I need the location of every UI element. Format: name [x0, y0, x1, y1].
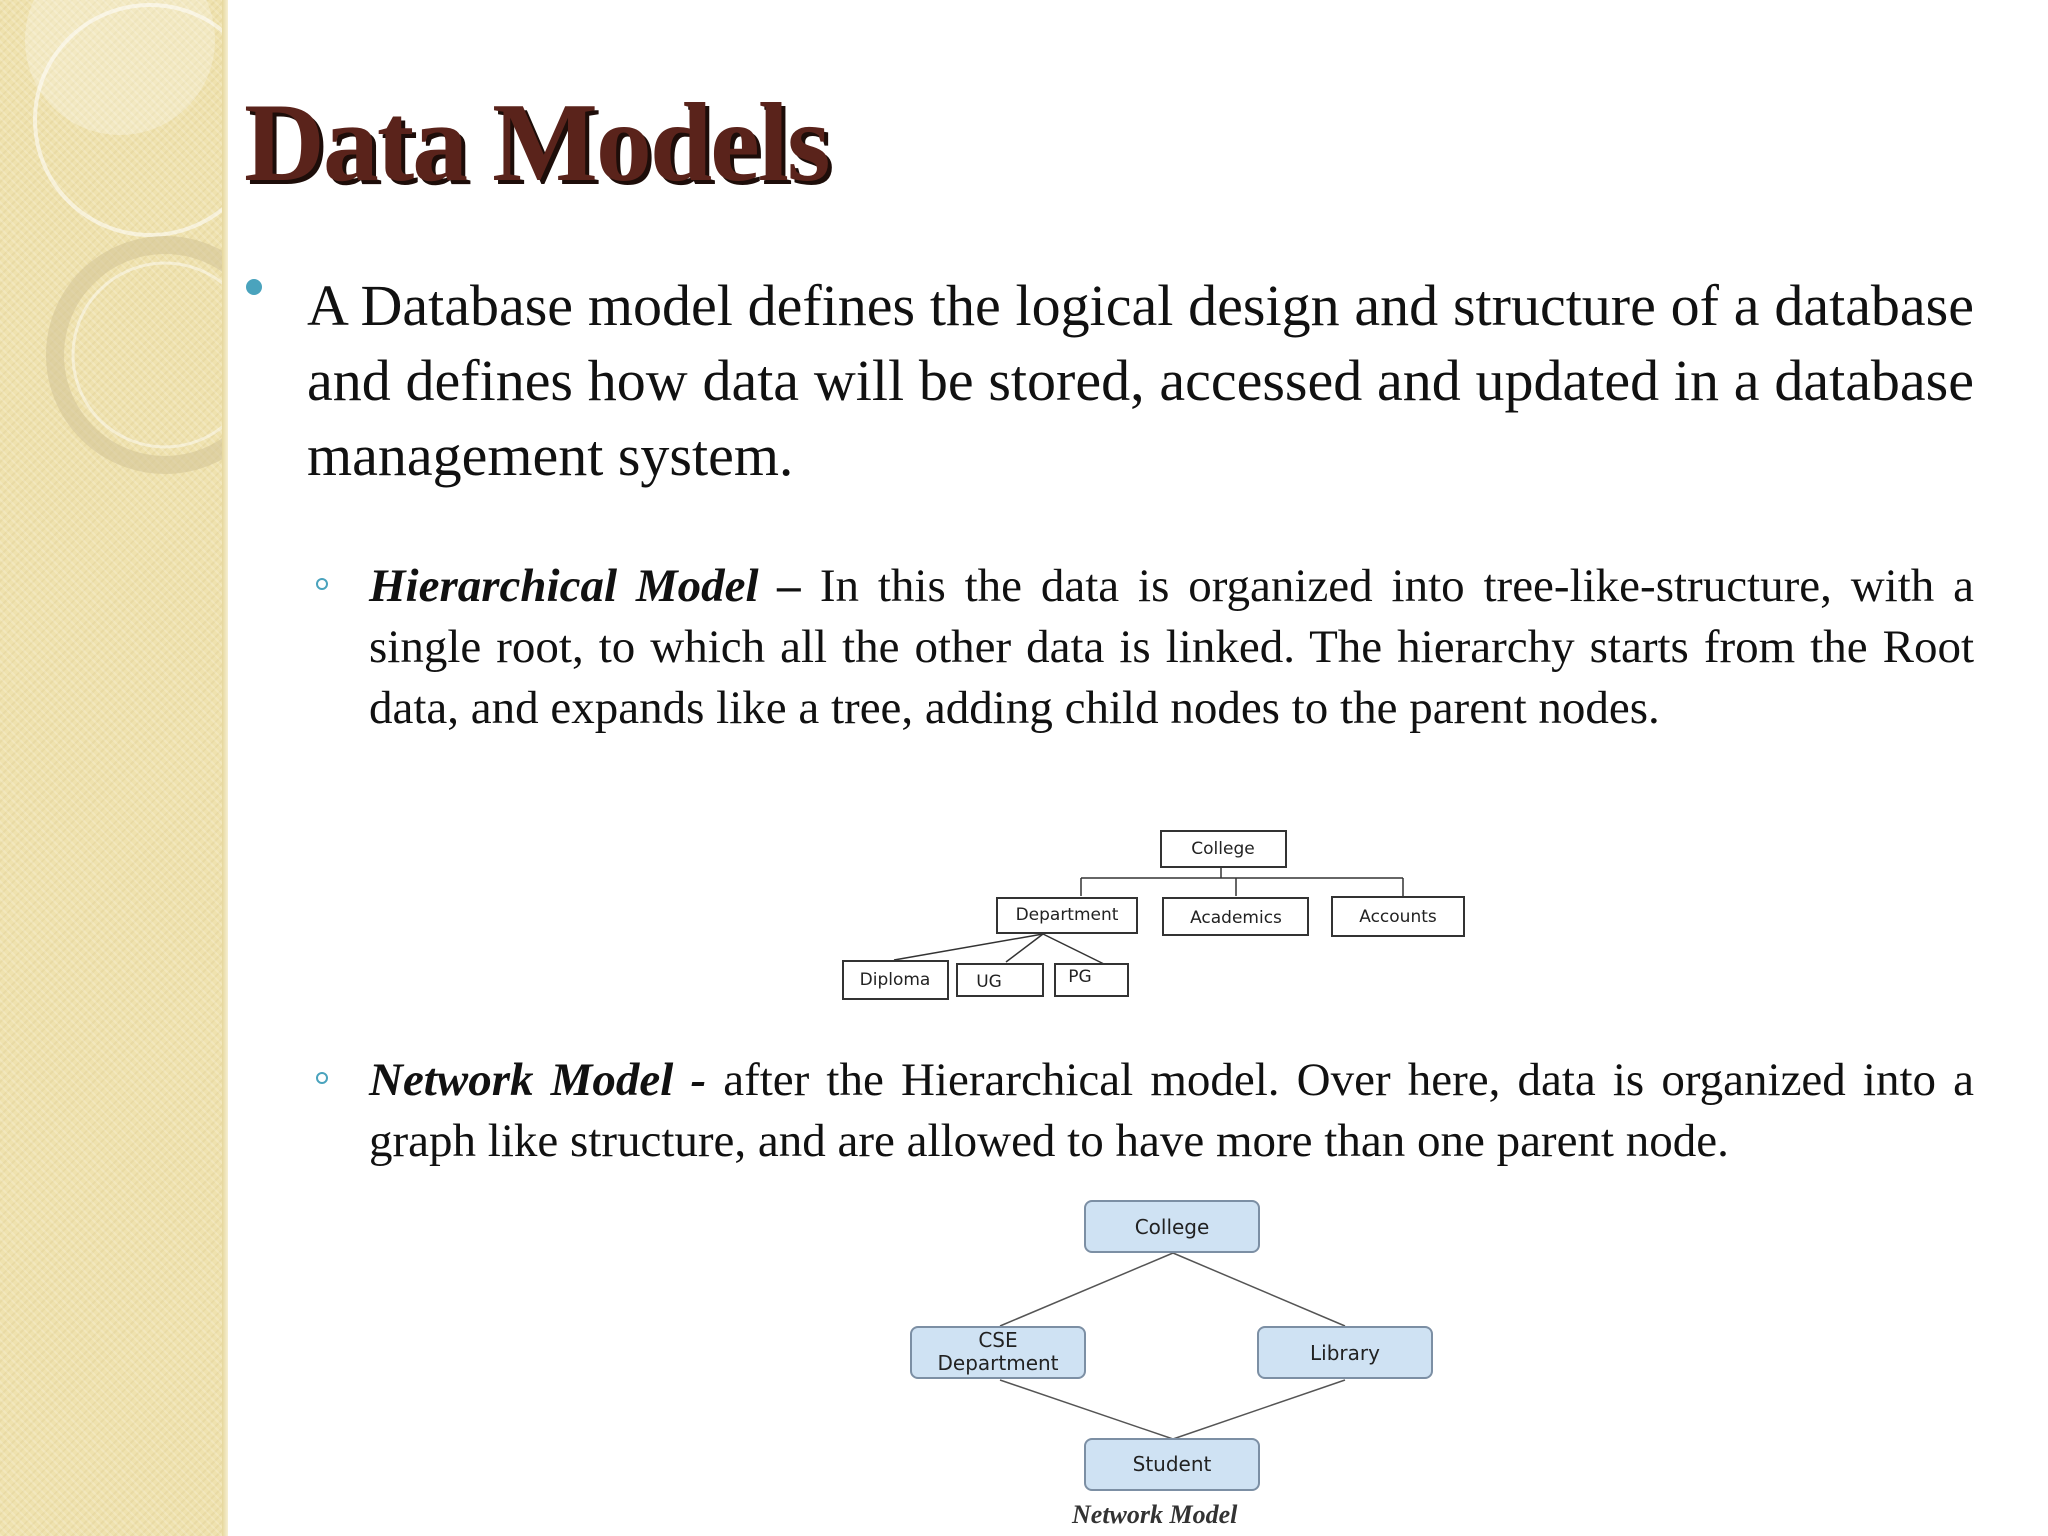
- hierarchical-text: In this the data is organized into tree-like-structure, with a single root, to which all the other data is linked. The hierarchy starts from the Root data, and expands like a tree, adding child nodes to the parent nodes.: [369, 560, 1975, 734]
- connector: [894, 934, 1043, 960]
- node-student-label: Student: [1132, 1452, 1212, 1476]
- network-text: after the Hierarchical model. Over here, data is organized into a graph like structure, and are allowed to have more than one parent node.: [369, 1054, 1975, 1167]
- node-college-label: College: [1134, 1215, 1210, 1239]
- hierarchical-term: Hierarchical Model –: [369, 560, 801, 612]
- network-paragraph: [369, 1050, 1974, 1172]
- node-ug-label: UG: [976, 972, 1002, 992]
- connector: [1043, 934, 1108, 966]
- edge-library-student: [1173, 1380, 1345, 1439]
- node-cse-label: CSE: [978, 1328, 1018, 1352]
- sub-bullet-network: [316, 1072, 328, 1084]
- connector: [1006, 934, 1043, 962]
- edge-college-library: [1173, 1253, 1345, 1326]
- node-diploma-label: Diploma: [859, 970, 931, 990]
- node-accounts-label: Accounts: [1359, 907, 1437, 927]
- node-pg-label: PG: [1068, 967, 1092, 987]
- intro-paragraph: A Database model defines the logical design and structure of a database and defines how data will be stored, accessed and updated in a database management system.: [307, 273, 1974, 488]
- hierarchical-paragraph: [369, 556, 1974, 739]
- edge-cse-student: [1000, 1380, 1173, 1439]
- node-department-label: Department: [1015, 905, 1119, 925]
- bullet-dot: [246, 279, 262, 295]
- hierarchical-diagram: [836, 824, 1476, 1004]
- node-department-label: Department: [937, 1351, 1059, 1375]
- slide-title: Data Models: [244, 81, 829, 205]
- network-diagram-caption: Network Model: [1072, 1500, 1238, 1529]
- node-academics-label: Academics: [1190, 908, 1282, 928]
- edge-college-cse: [1000, 1253, 1173, 1326]
- sub-bullet-hierarchical: [316, 578, 328, 590]
- node-college-label: College: [1191, 839, 1255, 859]
- sidebar-circles-decoration: [0, 0, 226, 1536]
- node-library-label: Library: [1310, 1341, 1380, 1365]
- decorative-sidebar: [0, 0, 226, 1536]
- network-diagram: [905, 1193, 1445, 1493]
- sidebar-edge: [222, 0, 228, 1536]
- network-term: Network Model -: [369, 1054, 707, 1106]
